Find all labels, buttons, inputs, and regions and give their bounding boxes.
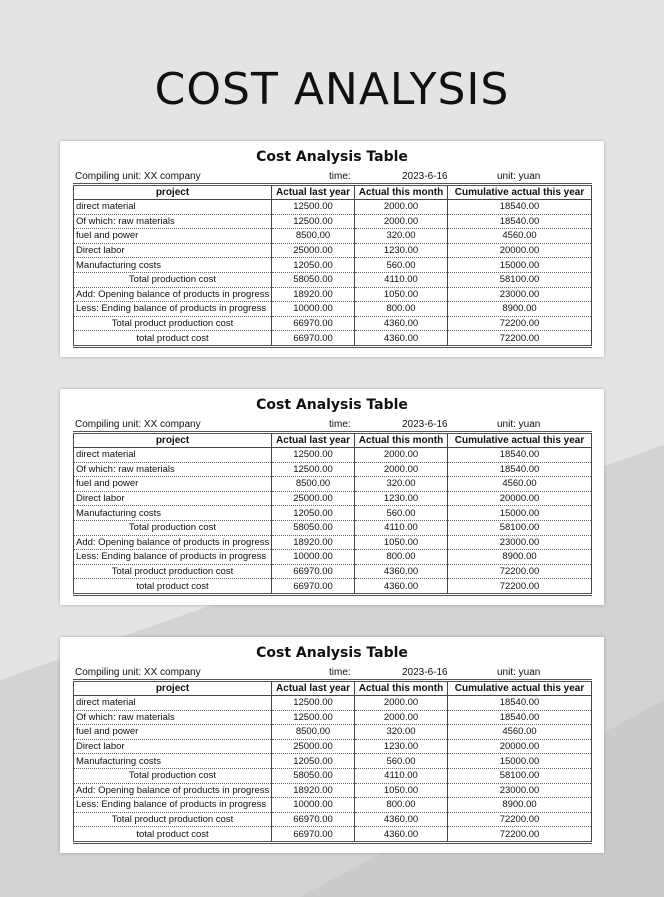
table-row xyxy=(74,316,592,331)
row-value: 1230.00 xyxy=(355,243,448,258)
column-header: project xyxy=(74,433,272,448)
row-label: Total production cost xyxy=(74,520,272,535)
table-row xyxy=(74,287,592,302)
row-value: 8900.00 xyxy=(448,550,592,565)
row-value: 4110.00 xyxy=(355,272,448,287)
table-row xyxy=(74,564,592,579)
row-label: Manufacturing costs xyxy=(74,258,272,273)
row-label: Add: Opening balance of products in progress xyxy=(74,783,272,798)
row-value: 66970.00 xyxy=(272,812,355,827)
time-value: 2023-6-16 xyxy=(402,171,448,182)
row-value: 12050.00 xyxy=(272,754,355,769)
row-value: 58100.00 xyxy=(448,272,592,287)
row-value: 72200.00 xyxy=(448,827,592,843)
row-value: 58050.00 xyxy=(272,768,355,783)
row-value: 2000.00 xyxy=(355,710,448,725)
row-value: 560.00 xyxy=(355,506,448,521)
row-value: 15000.00 xyxy=(448,258,592,273)
table-row xyxy=(74,448,592,463)
row-value: 72200.00 xyxy=(448,564,592,579)
row-label: Total product production cost xyxy=(74,812,272,827)
row-value: 25000.00 xyxy=(272,491,355,506)
compiling-unit: Compiling unit: XX company xyxy=(75,419,201,430)
row-value: 58050.00 xyxy=(272,520,355,535)
table-row xyxy=(74,331,592,347)
row-label: total product cost xyxy=(74,579,272,595)
table-header-row xyxy=(74,185,592,200)
row-value: 66970.00 xyxy=(272,564,355,579)
row-label: total product cost xyxy=(74,827,272,843)
row-value: 25000.00 xyxy=(272,243,355,258)
row-value: 20000.00 xyxy=(448,243,592,258)
row-value: 12500.00 xyxy=(272,200,355,215)
table-row xyxy=(74,229,592,244)
row-label: Add: Opening balance of products in progress xyxy=(74,287,272,302)
row-value: 1230.00 xyxy=(355,739,448,754)
table-row xyxy=(74,258,592,273)
column-header: Actual last year xyxy=(272,433,355,448)
table-row xyxy=(74,710,592,725)
cost-analysis-sheet xyxy=(60,141,604,357)
sheet-title: Cost Analysis Table xyxy=(256,397,408,413)
row-value: 18920.00 xyxy=(272,783,355,798)
row-value: 1050.00 xyxy=(355,783,448,798)
column-header: Actual this month xyxy=(355,681,448,696)
row-value: 18540.00 xyxy=(448,214,592,229)
row-value: 2000.00 xyxy=(355,696,448,711)
row-label: Direct labor xyxy=(74,491,272,506)
table-row xyxy=(74,827,592,843)
row-value: 12050.00 xyxy=(272,258,355,273)
row-value: 15000.00 xyxy=(448,754,592,769)
table-header-row xyxy=(74,681,592,696)
row-value: 12500.00 xyxy=(272,214,355,229)
row-value: 58100.00 xyxy=(448,520,592,535)
time-label: time: xyxy=(329,667,351,678)
row-value: 23000.00 xyxy=(448,783,592,798)
row-value: 560.00 xyxy=(355,754,448,769)
row-value: 320.00 xyxy=(355,725,448,740)
cost-analysis-sheet xyxy=(60,389,604,605)
table-row xyxy=(74,768,592,783)
row-label: Less: Ending balance of products in progress xyxy=(74,302,272,317)
row-value: 4560.00 xyxy=(448,725,592,740)
row-label: fuel and power xyxy=(74,477,272,492)
row-value: 2000.00 xyxy=(355,462,448,477)
row-value: 18540.00 xyxy=(448,200,592,215)
row-value: 18920.00 xyxy=(272,287,355,302)
row-value: 66970.00 xyxy=(272,827,355,843)
row-value: 20000.00 xyxy=(448,491,592,506)
sheet-title: Cost Analysis Table xyxy=(256,149,408,165)
table-row xyxy=(74,725,592,740)
table-row xyxy=(74,506,592,521)
row-label: Total production cost xyxy=(74,272,272,287)
row-value: 72200.00 xyxy=(448,579,592,595)
time-label: time: xyxy=(329,171,351,182)
row-value: 66970.00 xyxy=(272,579,355,595)
column-header: project xyxy=(74,185,272,200)
column-header: Cumulative actual this year xyxy=(448,433,592,448)
row-value: 12050.00 xyxy=(272,506,355,521)
row-label: Of which: raw materials xyxy=(74,214,272,229)
row-value: 4360.00 xyxy=(355,316,448,331)
row-value: 15000.00 xyxy=(448,506,592,521)
row-value: 8500.00 xyxy=(272,229,355,244)
unit-label: unit: yuan xyxy=(497,171,541,182)
compiling-unit: Compiling unit: XX company xyxy=(75,171,201,182)
row-label: Add: Opening balance of products in progress xyxy=(74,535,272,550)
row-value: 4560.00 xyxy=(448,477,592,492)
row-value: 18540.00 xyxy=(448,710,592,725)
row-value: 23000.00 xyxy=(448,287,592,302)
row-value: 18540.00 xyxy=(448,448,592,463)
column-header: Actual last year xyxy=(272,185,355,200)
table-row xyxy=(74,696,592,711)
row-value: 800.00 xyxy=(355,798,448,813)
row-value: 4110.00 xyxy=(355,768,448,783)
row-value: 800.00 xyxy=(355,302,448,317)
column-header: project xyxy=(74,681,272,696)
row-label: Direct labor xyxy=(74,739,272,754)
row-value: 8900.00 xyxy=(448,302,592,317)
row-value: 18920.00 xyxy=(272,535,355,550)
compiling-unit: Compiling unit: XX company xyxy=(75,667,201,678)
row-value: 20000.00 xyxy=(448,739,592,754)
row-value: 25000.00 xyxy=(272,739,355,754)
row-value: 72200.00 xyxy=(448,812,592,827)
row-value: 2000.00 xyxy=(355,214,448,229)
table-header-row xyxy=(74,433,592,448)
row-label: fuel and power xyxy=(74,229,272,244)
row-value: 58100.00 xyxy=(448,768,592,783)
table-row xyxy=(74,200,592,215)
column-header: Cumulative actual this year xyxy=(448,681,592,696)
row-value: 18540.00 xyxy=(448,462,592,477)
row-value: 10000.00 xyxy=(272,302,355,317)
row-value: 320.00 xyxy=(355,229,448,244)
column-header: Actual this month xyxy=(355,433,448,448)
row-value: 12500.00 xyxy=(272,696,355,711)
time-value: 2023-6-16 xyxy=(402,419,448,430)
row-value: 2000.00 xyxy=(355,448,448,463)
table-row xyxy=(74,477,592,492)
row-value: 66970.00 xyxy=(272,331,355,347)
row-value: 4110.00 xyxy=(355,520,448,535)
table-row xyxy=(74,272,592,287)
cost-analysis-sheet xyxy=(60,637,604,853)
row-value: 18540.00 xyxy=(448,696,592,711)
page-title: COST ANALYSIS xyxy=(154,64,510,115)
row-value: 4560.00 xyxy=(448,229,592,244)
row-value: 560.00 xyxy=(355,258,448,273)
time-label: time: xyxy=(329,419,351,430)
cost-table xyxy=(73,431,592,596)
row-value: 23000.00 xyxy=(448,535,592,550)
cost-table xyxy=(73,183,592,348)
table-row xyxy=(74,302,592,317)
row-label: Of which: raw materials xyxy=(74,710,272,725)
row-label: fuel and power xyxy=(74,725,272,740)
table-row xyxy=(74,535,592,550)
table-row xyxy=(74,812,592,827)
row-label: Of which: raw materials xyxy=(74,462,272,477)
unit-label: unit: yuan xyxy=(497,667,541,678)
column-header: Actual last year xyxy=(272,681,355,696)
time-value: 2023-6-16 xyxy=(402,667,448,678)
row-label: Direct labor xyxy=(74,243,272,258)
row-value: 12500.00 xyxy=(272,448,355,463)
table-row xyxy=(74,783,592,798)
table-row xyxy=(74,491,592,506)
row-value: 1050.00 xyxy=(355,287,448,302)
row-value: 72200.00 xyxy=(448,316,592,331)
row-label: Total product production cost xyxy=(74,564,272,579)
row-value: 4360.00 xyxy=(355,812,448,827)
row-value: 1230.00 xyxy=(355,491,448,506)
column-header: Cumulative actual this year xyxy=(448,185,592,200)
row-value: 4360.00 xyxy=(355,331,448,347)
row-value: 58050.00 xyxy=(272,272,355,287)
cost-table xyxy=(73,679,592,844)
table-row xyxy=(74,550,592,565)
row-label: direct material xyxy=(74,696,272,711)
row-value: 8500.00 xyxy=(272,477,355,492)
row-value: 12500.00 xyxy=(272,710,355,725)
row-label: Manufacturing costs xyxy=(74,754,272,769)
row-value: 10000.00 xyxy=(272,550,355,565)
table-row xyxy=(74,754,592,769)
row-label: Manufacturing costs xyxy=(74,506,272,521)
row-value: 10000.00 xyxy=(272,798,355,813)
row-value: 4360.00 xyxy=(355,579,448,595)
table-row xyxy=(74,243,592,258)
row-label: Total product production cost xyxy=(74,316,272,331)
row-value: 800.00 xyxy=(355,550,448,565)
sheet-title: Cost Analysis Table xyxy=(256,645,408,661)
row-label: Total production cost xyxy=(74,768,272,783)
row-label: total product cost xyxy=(74,331,272,347)
row-value: 4360.00 xyxy=(355,827,448,843)
row-value: 4360.00 xyxy=(355,564,448,579)
table-row xyxy=(74,739,592,754)
row-value: 66970.00 xyxy=(272,316,355,331)
row-value: 8500.00 xyxy=(272,725,355,740)
row-label: direct material xyxy=(74,200,272,215)
row-value: 72200.00 xyxy=(448,331,592,347)
unit-label: unit: yuan xyxy=(497,419,541,430)
row-value: 12500.00 xyxy=(272,462,355,477)
table-row xyxy=(74,214,592,229)
table-row xyxy=(74,462,592,477)
row-value: 1050.00 xyxy=(355,535,448,550)
table-row xyxy=(74,520,592,535)
row-label: Less: Ending balance of products in progress xyxy=(74,550,272,565)
row-label: direct material xyxy=(74,448,272,463)
row-label: Less: Ending balance of products in progress xyxy=(74,798,272,813)
table-row xyxy=(74,798,592,813)
row-value: 8900.00 xyxy=(448,798,592,813)
row-value: 2000.00 xyxy=(355,200,448,215)
row-value: 320.00 xyxy=(355,477,448,492)
table-row xyxy=(74,579,592,595)
column-header: Actual this month xyxy=(355,185,448,200)
